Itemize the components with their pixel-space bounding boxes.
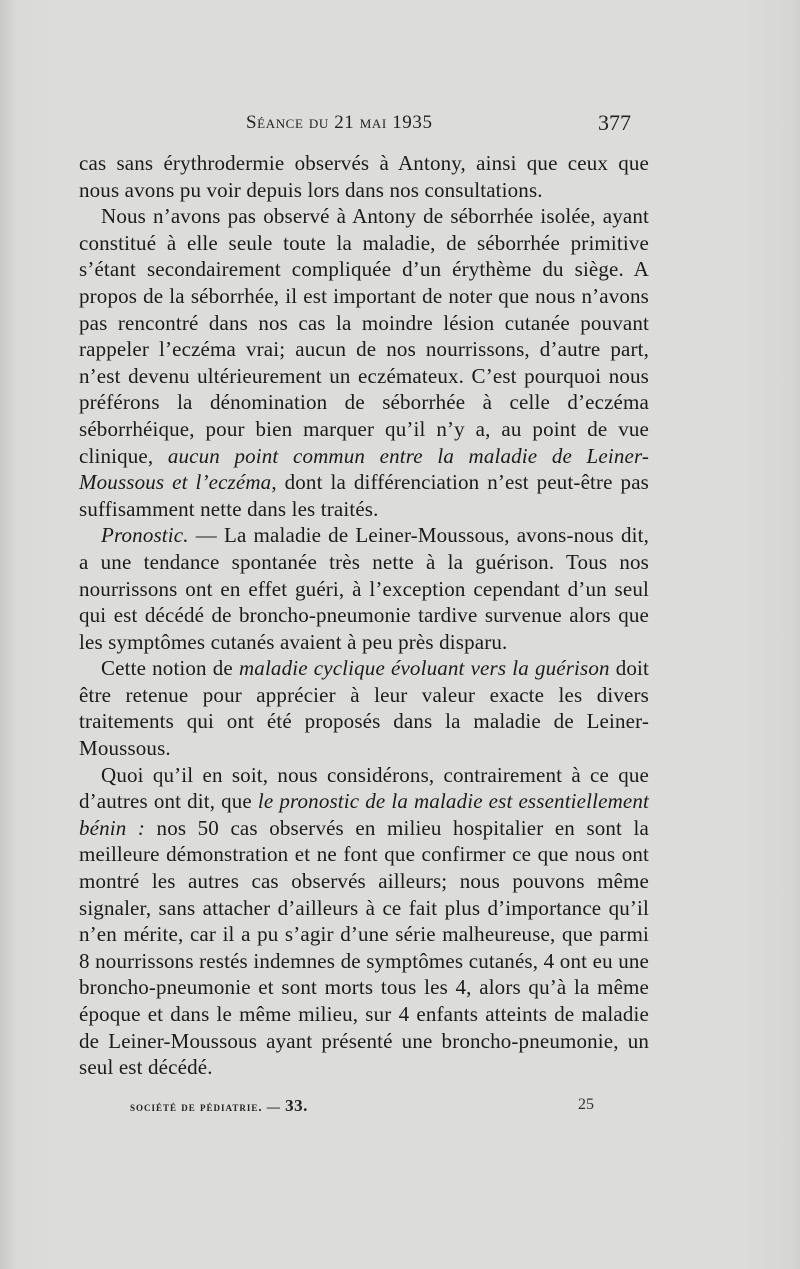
text-segment: cas sans érythrodermie observés à Antony, ainsi que ceux que nous avons pu voir depuis lors dans nos consultations. xyxy=(79,151,649,202)
text-segment: — La maladie de Leiner-Moussous, avons-nous dit, a une tendance spontanée très nette à la guérison. Tous nos nourrissons ont en effet guéri, à l’exception cependant d’un seul qui est décédé de broncho-pneumonie tardive survenue alors que les symptômes cutanés avaient à peu près disparu. xyxy=(79,523,649,654)
running-title-day: 21 xyxy=(334,112,355,133)
signature-text: société de pédiatrie. — xyxy=(130,1099,281,1114)
sheet-number: 25 xyxy=(578,1096,594,1113)
text-segment: Nous n’avons pas observé à Antony de séborrhée isolée, ayant constitué à elle seule toute la maladie, de séborrhée primitive s’étant secondairement compliquée d’un érythème du siège. A propos de la séborrhée, il est important de noter que nous n’avons pas rencontré dans nos cas la moindre lésion cutanée pouvant rappeler l’eczéma vrai; aucun de nos nourrissons, d’autre part, n’est devenu ultérieurement un eczémateux. C’est pourquoi nous préférons la dénomination de séborrhée à celle d’eczéma séborrhéique, pour bien marquer qu’il n’y a, au point de vue clinique, xyxy=(79,204,649,468)
italic-segment: Pronostic. xyxy=(101,523,189,548)
paragraph-p4 xyxy=(79,655,649,761)
text-segment: , dont la différenciation n’est peut-être pas suffisamment nette dans les traités. xyxy=(79,470,649,521)
italic-segment: le pronostic de la maladie est essentiellement bénin : xyxy=(79,789,649,840)
italic-segment: maladie cyclique évoluant vers la guérison xyxy=(238,656,610,681)
text-segment: nos 50 cas observés en milieu hospitalier en sont la meilleure démonstration et ne font que confirmer ce que nous ont montré les autres cas observés ailleurs; nous pouvons même signaler, sans attacher d’ailleurs à ce fait plus d’importance qu’il n’en mérite, car il a pu s’agir d’une série malheureuse, que parmi 8 nourrissons restés indemnes de symptômes cutanés, 4 ont eu une broncho-pneumonie et sont morts tous les 4, alors qu’à la même époque et dans le même milieu, sur 4 enfants atteints de maladie de Leiner-Moussous ayant présenté une broncho-pneumonie, un seul est décédé. xyxy=(79,815,649,1080)
running-title-prefix: Séance du xyxy=(246,112,329,133)
running-title xyxy=(246,112,433,134)
signature-line xyxy=(130,1096,308,1116)
running-title-month: mai xyxy=(359,112,387,133)
text-segment: doit être retenue pour apprécier à leur valeur exacte les divers traitements qui ont été proposés dans la maladie de Leiner-Moussous. xyxy=(79,656,649,761)
text-segment: Quoi qu’il en soit, nous considérons, contrairement à ce que d’autres ont dit, que xyxy=(79,762,649,814)
running-title-year: 1935 xyxy=(392,112,433,133)
paragraph-p3 xyxy=(79,522,649,655)
page-footer xyxy=(0,1096,800,1120)
body-text xyxy=(79,150,649,1081)
page-number: 377 xyxy=(598,110,631,135)
page-header xyxy=(0,108,800,142)
paragraph-p1 xyxy=(79,150,649,203)
paragraph-p5 xyxy=(79,762,649,1081)
text-segment: Cette notion de xyxy=(101,656,239,681)
italic-segment: aucun point commun entre la maladie de Leiner-Moussous et l’eczéma xyxy=(79,443,650,495)
signature-number: 33. xyxy=(285,1096,308,1115)
paragraph-p2 xyxy=(79,203,649,522)
